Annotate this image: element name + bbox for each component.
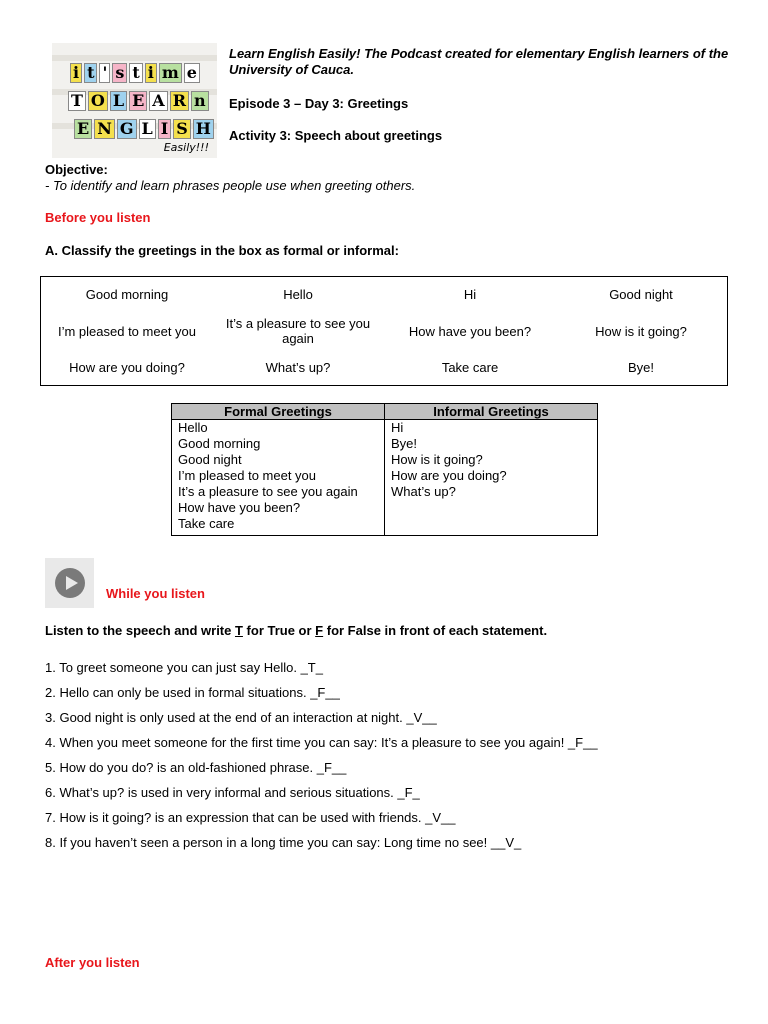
play-icon <box>54 567 86 599</box>
statement-list <box>45 655 598 855</box>
greeting-word: How have you been? <box>408 324 532 339</box>
informal-cell <box>385 516 598 536</box>
statement-item: 7. How is it going? is an expression that can be used with friends. _V__ <box>45 810 456 825</box>
greeting-word: Bye! <box>627 360 654 375</box>
greeting-word: How are you doing? <box>69 360 185 375</box>
informal-cell: Bye! <box>385 436 598 452</box>
statement-item: 4. When you meet someone for the first time you can say: It’s a pleasure to see you again! _F__ <box>45 735 598 750</box>
informal-cell <box>385 500 598 516</box>
after-heading: After you listen <box>45 955 140 970</box>
greeting-word: Hi <box>463 287 477 302</box>
greeting-word: How is it going? <box>595 324 687 339</box>
statement-item: 3. Good night is only used at the end of an interaction at night. _V__ <box>45 710 437 725</box>
logo-line-2: T O L E A R n <box>68 91 209 111</box>
classification-table <box>171 403 598 536</box>
greeting-word: Hello <box>283 287 313 302</box>
while-heading: While you listen <box>106 586 205 601</box>
greeting-word: I’m pleased to meet you <box>57 324 197 339</box>
episode-title: Episode 3 – Day 3: Greetings <box>229 96 409 111</box>
logo-tagline: Easily!!! <box>163 141 209 154</box>
statement-item: 2. Hello can only be used in formal situations. _F__ <box>45 685 340 700</box>
informal-cell: How is it going? <box>385 452 598 468</box>
formal-cell: Hello <box>172 420 385 437</box>
audio-play-button[interactable] <box>45 558 94 608</box>
classify-instruction: A. Classify the greetings in the box as formal or informal: <box>45 243 399 258</box>
greeting-word: It’s a pleasure to see you again <box>225 316 371 346</box>
formal-header: Formal Greetings <box>172 404 385 420</box>
formal-cell: I’m pleased to meet you <box>172 468 385 484</box>
statement-item: 8. If you haven’t seen a person in a long time you can say: Long time no see! __V_ <box>45 835 522 850</box>
objective-label: Objective: <box>45 162 108 177</box>
logo-line-3: E N G L I S H <box>74 119 214 139</box>
statement-item: 6. What’s up? is used in very informal and serious situations. _F_ <box>45 785 420 800</box>
before-heading: Before you listen <box>45 210 151 225</box>
greeting-word: Good night <box>609 287 673 302</box>
greeting-word: Take care <box>441 360 499 375</box>
formal-cell: Good morning <box>172 436 385 452</box>
statement-item: 5. How do you do? is an old-fashioned phrase. _F__ <box>45 760 347 775</box>
informal-cell: Hi <box>385 420 598 437</box>
formal-cell: It’s a pleasure to see you again <box>172 484 385 500</box>
formal-cell: Take care <box>172 516 385 536</box>
formal-cell: Good night <box>172 452 385 468</box>
podcast-title: Learn English Easily! The Podcast created for elementary English learners of the University of Cauca. <box>229 46 729 77</box>
logo-image <box>52 43 217 158</box>
statement-item: 1. To greet someone you can just say Hello. _T_ <box>45 660 323 675</box>
objective-text: - To identify and learn phrases people use when greeting others. <box>45 178 416 193</box>
informal-header: Informal Greetings <box>385 404 598 420</box>
listen-instruction: Listen to the speech and write T for True or F for False in front of each statement. <box>45 623 548 638</box>
activity-title: Activity 3: Speech about greetings <box>229 128 443 143</box>
greeting-word: Good morning <box>85 287 169 302</box>
formal-cell: How have you been? <box>172 500 385 516</box>
informal-cell: How are you doing? <box>385 468 598 484</box>
logo-line-1: i t ' s t i m e <box>70 63 200 83</box>
greeting-word: What’s up? <box>265 360 331 375</box>
informal-cell: What’s up? <box>385 484 598 500</box>
greetings-box <box>40 276 728 386</box>
